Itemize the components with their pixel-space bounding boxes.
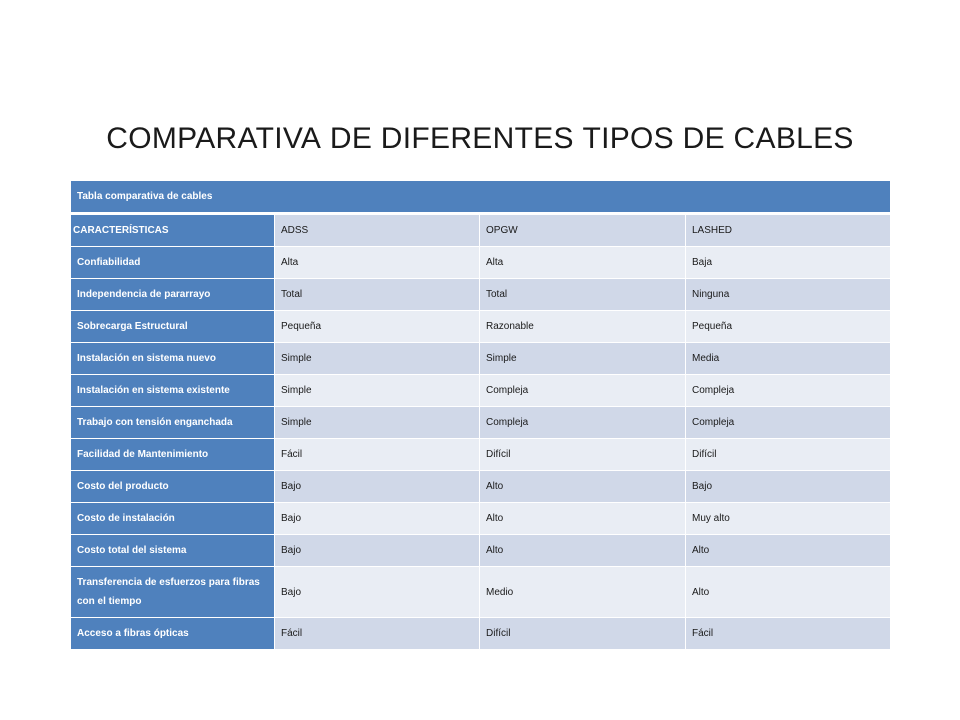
cell-opgw: Alto bbox=[480, 503, 686, 535]
row-characteristic: Acceso a fibras ópticas bbox=[71, 618, 275, 650]
cell-adss: Bajo bbox=[275, 503, 480, 535]
comparison-table-body bbox=[71, 181, 891, 650]
row-characteristic: Instalación en sistema nuevo bbox=[71, 343, 275, 375]
table-caption: Tabla comparativa de cables bbox=[71, 181, 891, 214]
cell-opgw: Compleja bbox=[480, 407, 686, 439]
table-caption-row bbox=[71, 181, 891, 214]
cell-opgw: Medio bbox=[480, 567, 686, 618]
title-word: TIPOS bbox=[582, 122, 674, 155]
slide-title bbox=[0, 122, 960, 156]
row-characteristic: Costo total del sistema bbox=[71, 535, 275, 567]
cell-adss: Simple bbox=[275, 343, 480, 375]
table-row bbox=[71, 343, 891, 375]
title-word: DE bbox=[329, 122, 373, 155]
table-row bbox=[71, 503, 891, 535]
cell-adss: Bajo bbox=[275, 567, 480, 618]
cell-lashed: Ninguna bbox=[686, 279, 891, 311]
cell-lashed: Alto bbox=[686, 535, 891, 567]
table-row bbox=[71, 439, 891, 471]
cell-lashed: Baja bbox=[686, 247, 891, 279]
cell-opgw: Alto bbox=[480, 535, 686, 567]
cell-adss: Total bbox=[275, 279, 480, 311]
cell-opgw: Simple bbox=[480, 343, 686, 375]
cell-lashed: Fácil bbox=[686, 618, 891, 650]
cell-lashed: Compleja bbox=[686, 407, 891, 439]
row-characteristic: Sobrecarga Estructural bbox=[71, 311, 275, 343]
table-row bbox=[71, 535, 891, 567]
table-row bbox=[71, 471, 891, 503]
row-characteristic: Costo de instalación bbox=[71, 503, 275, 535]
cell-lashed: Alto bbox=[686, 567, 891, 618]
title-word: CABLES bbox=[733, 122, 854, 155]
header-characteristics: CARACTERÍSTICAS bbox=[71, 214, 275, 247]
cell-lashed: Media bbox=[686, 343, 891, 375]
cell-opgw: Alto bbox=[480, 471, 686, 503]
header-lashed: LASHED bbox=[686, 214, 891, 247]
cell-lashed: Compleja bbox=[686, 375, 891, 407]
cell-lashed: Muy alto bbox=[686, 503, 891, 535]
cell-opgw: Compleja bbox=[480, 375, 686, 407]
header-adss: ADSS bbox=[275, 214, 480, 247]
cell-adss: Alta bbox=[275, 247, 480, 279]
cell-opgw: Alta bbox=[480, 247, 686, 279]
cell-adss: Simple bbox=[275, 375, 480, 407]
cell-lashed: Pequeña bbox=[686, 311, 891, 343]
row-characteristic: Independencia de pararrayo bbox=[71, 279, 275, 311]
row-characteristic: Trabajo con tensión enganchada bbox=[71, 407, 275, 439]
cell-adss: Fácil bbox=[275, 439, 480, 471]
title-word: DIFERENTES bbox=[380, 122, 574, 155]
cell-adss: Simple bbox=[275, 407, 480, 439]
table-row bbox=[71, 311, 891, 343]
cell-opgw: Razonable bbox=[480, 311, 686, 343]
cell-opgw: Difícil bbox=[480, 439, 686, 471]
header-opgw: OPGW bbox=[480, 214, 686, 247]
title-word: COMPARATIVA bbox=[106, 122, 322, 155]
cell-adss: Bajo bbox=[275, 535, 480, 567]
row-characteristic: Costo del producto bbox=[71, 471, 275, 503]
table-row bbox=[71, 279, 891, 311]
row-characteristic: Facilidad de Mantenimiento bbox=[71, 439, 275, 471]
table-row bbox=[71, 618, 891, 650]
table-row bbox=[71, 567, 891, 618]
cell-lashed: Difícil bbox=[686, 439, 891, 471]
cell-opgw: Total bbox=[480, 279, 686, 311]
table-row bbox=[71, 247, 891, 279]
cell-adss: Bajo bbox=[275, 471, 480, 503]
cell-adss: Fácil bbox=[275, 618, 480, 650]
cell-adss: Pequeña bbox=[275, 311, 480, 343]
cell-lashed: Bajo bbox=[686, 471, 891, 503]
cell-opgw: Difícil bbox=[480, 618, 686, 650]
row-characteristic: Transferencia de esfuerzos para fibras con el tiempo bbox=[71, 567, 275, 618]
title-word: DE bbox=[682, 122, 725, 155]
row-characteristic: Confiabilidad bbox=[71, 247, 275, 279]
table-row bbox=[71, 407, 891, 439]
table-header-row bbox=[71, 214, 891, 247]
row-characteristic: Instalación en sistema existente bbox=[71, 375, 275, 407]
table-row bbox=[71, 375, 891, 407]
comparison-table bbox=[70, 180, 891, 650]
